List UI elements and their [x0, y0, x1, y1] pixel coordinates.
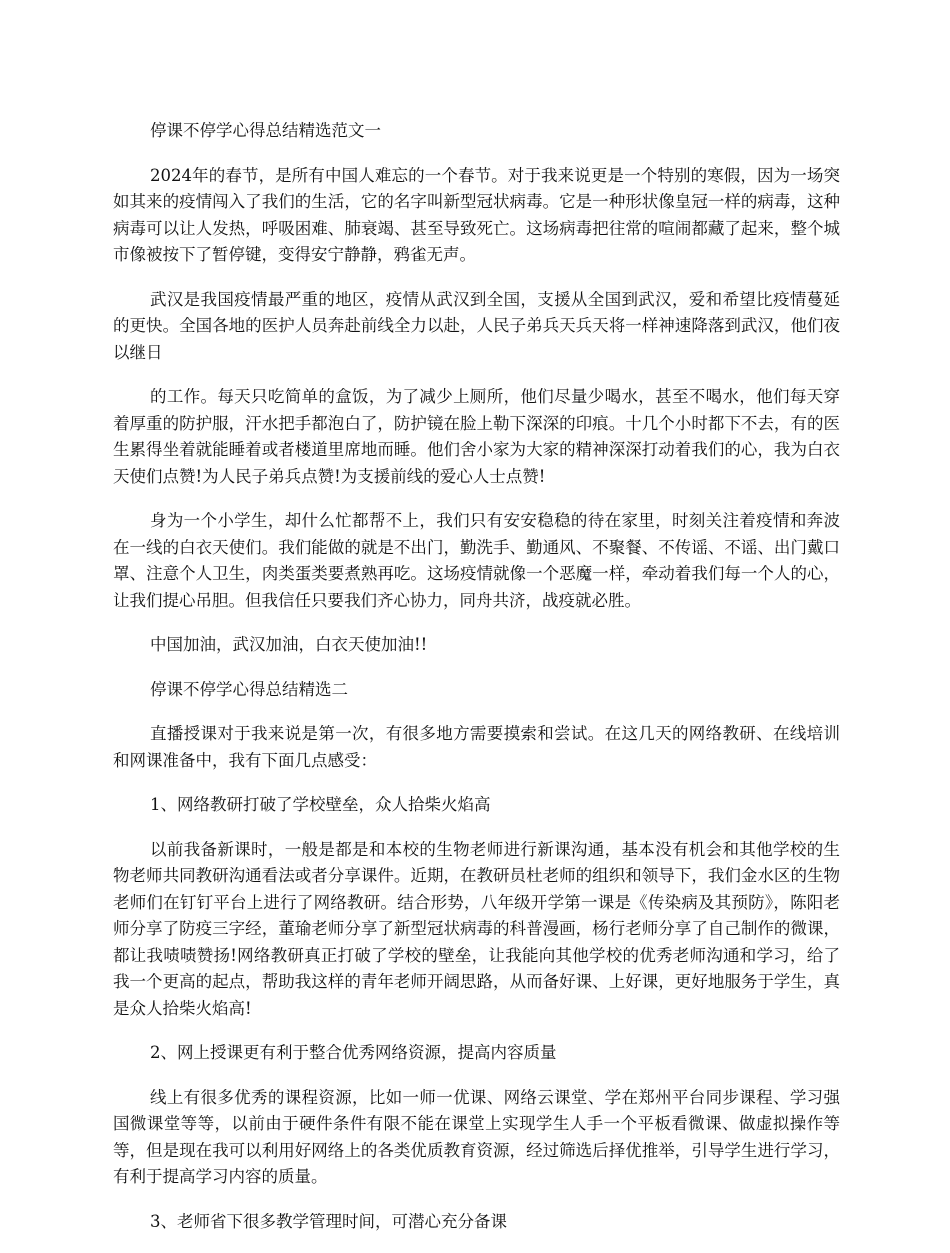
- paragraph: 武汉是我国疫情最严重的地区，疫情从武汉到全国，支援从全国到武汉，爱和希望比疫情蔓延的更快。全国各地的医护人员奔赴前线全力以赴，人民子弟兵天兵天将一样神速降落到武汉，他们夜以继日: [113, 289, 840, 362]
- subheading: 2、网上授课更有利于整合优秀网络资源，提高内容质量: [150, 1043, 557, 1062]
- paragraph: 中国加油，武汉加油，白衣天使加油!!: [150, 635, 428, 654]
- document-body: [113, 118, 840, 1253]
- paragraph: 2024年的春节，是所有中国人难忘的一个春节。对于我来说更是一个特别的寒假，因为一场突如其来的疫情闯入了我们的生活，它的名字叫新型冠状病毒。它是一种形状像皇冠一样的病毒，这种病毒可以让人发热，呼吸困难、肺衰竭、甚至导致死亡。这场病毒把往常的喧闹都藏了起来，整个城市像被按下了暂停键，变得安宁静静，鸦雀无声。: [113, 165, 840, 264]
- paragraph: 以前我备新课时，一般是都是和本校的生物老师进行新课沟通，基本没有机会和其他学校的生物老师共同教研沟通看法或者分享课件。近期，在教研员杜老师的组织和领导下，我们金水区的生物老师们在钉钉平台上进行了网络教研。结合形势，八年级开学第一课是《传染病及其预防》，陈阳老师分享了防疫三字经，董瑜老师分享了新型冠状病毒的科普漫画，杨行老师分享了自己制作的微课，都让我啧啧赞扬!网络教研真正打破了学校的壁垒，让我能向其他学校的优秀老师沟通和学习，给了我一个更高的起点，帮助我这样的青年老师开阔思路，从而备好课、上好课，更好地服务于学生，真是众人拾柴火焰高!: [113, 839, 840, 1018]
- paragraph: 直播授课对于我来说是第一次，有很多地方需要摸索和尝试。在这几天的网络教研、在线培训和网课准备中，我有下面几点感受：: [113, 724, 840, 770]
- subheading: 3、老师省下很多教学管理时间，可潜心充分备课: [150, 1211, 507, 1231]
- section-title-2: 停课不停学心得总结精选二: [150, 679, 348, 699]
- paragraph: 身为一个小学生，却什么忙都帮不上，我们只有安安稳稳的待在家里，时刻关注着疫情和奔波在一线的白衣天使们。我们能做的就是不出门，勤洗手、勤通风、不聚餐、不传谣、不谣、出门戴口罩、注意个人卫生，肉类蛋类要煮熟再吃。这场疫情就像一个恶魔一样，牵动着我们每一个人的心，让我们提心吊胆。但我信任只要我们齐心协力，同舟共济，战疫就必胜。: [113, 511, 840, 610]
- section-title-1: 停课不停学心得总结精选范文一: [150, 121, 381, 140]
- paragraph: 的工作。每天只吃简单的盒饭，为了减少上厕所，他们尽量少喝水，甚至不喝水，他们每天穿着厚重的防护服，汗水把手都泡白了，防护镜在脸上勒下深深的印痕。十几个小时都下不去，有的医生累得坐着就能睡着或者楼道里席地而睡。他们舍小家为大家的精神深深打动着我们的心，我为白衣天使们点赞!为人民子弟兵点赞!为支援前线的爱心人士点赞!: [113, 387, 840, 486]
- subheading: 1、网络教研打破了学校壁垒，众人拾柴火焰高: [150, 795, 491, 814]
- paragraph: 线上有很多优秀的课程资源，比如一师一优课、网络云课堂、学在郑州平台同步课程、学习强国微课堂等等，以前由于硬件条件有限不能在课堂上实现学生人手一个平板看微课、做虚拟操作等等，但是现在我可以利用好网络上的各类优质教育资源，经过筛选后择优推举，引导学生进行学习，有利于提高学习内容的质量。: [113, 1087, 840, 1186]
